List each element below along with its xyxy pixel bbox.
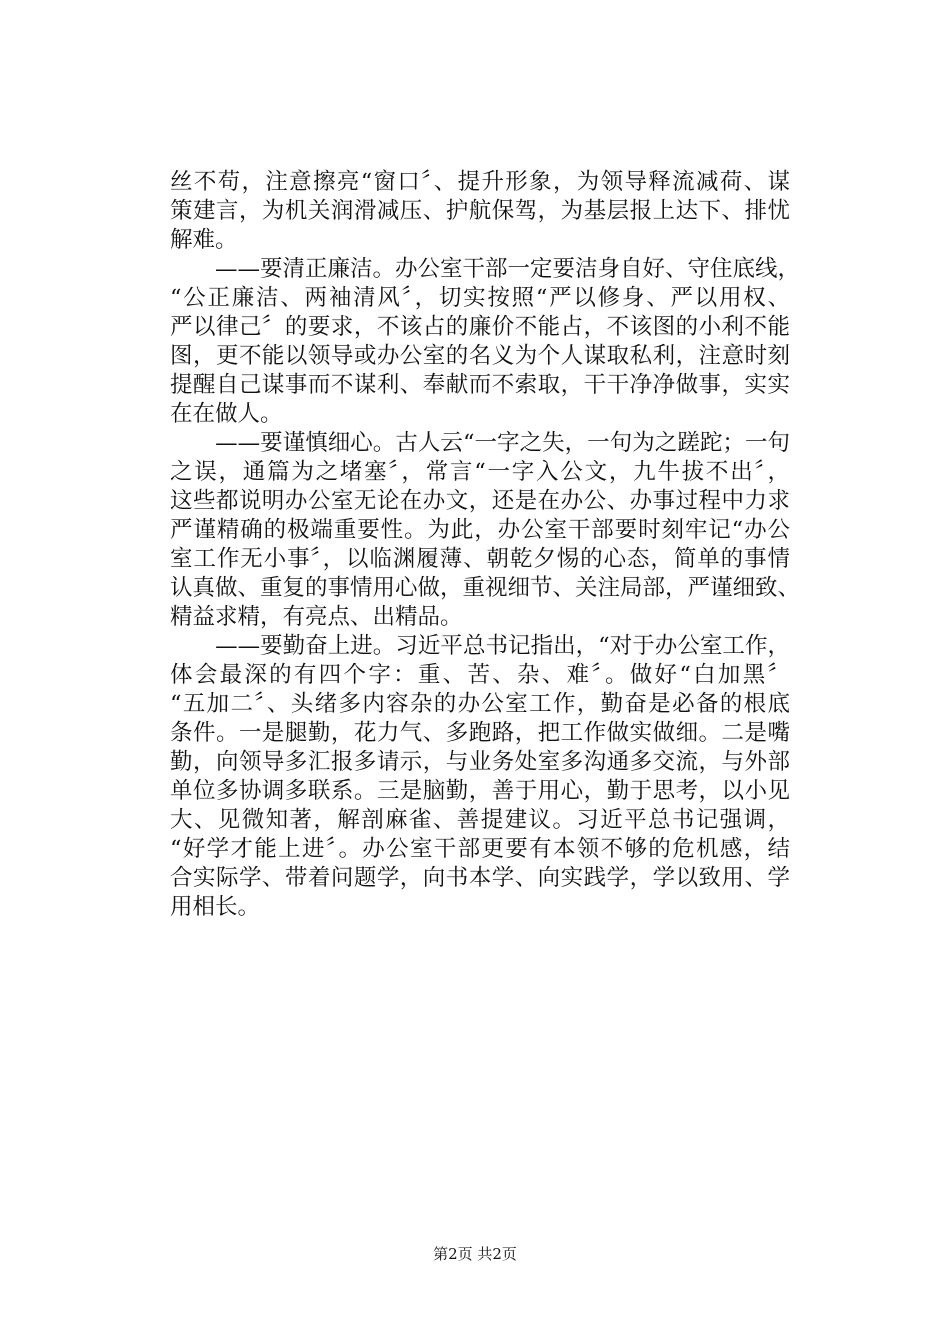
- text-line: 合实际学、带着问题学，向书本学、向实践学，学以致用、学: [170, 865, 790, 891]
- text-line: ——要勤奋上进。习近平总书记指出，“对于办公室工作，: [170, 633, 790, 659]
- text-line: 精益求精，有亮点、出精品。: [170, 604, 463, 630]
- text-line: 室工作无小事〞，以临渊履薄、朝乾夕惕的心态，简单的事情: [170, 546, 790, 572]
- text-line: 单位多协调多联系。三是脑勤，善于用心，勤于思考，以小见: [170, 778, 790, 804]
- text-line: 丝不苟，注意擦亮“窗口〞、提升形象，为领导释流减荷、谋: [170, 169, 790, 195]
- text-line: 图，更不能以领导或办公室的名义为个人谋取私利，注意时刻: [170, 343, 790, 369]
- text-line: 之误，通篇为之堵塞〞，常言“一字入公文，九牛拔不出〞，: [170, 459, 790, 485]
- text-line: 在在做人。: [170, 401, 283, 427]
- text-line: 用相长。: [170, 894, 261, 920]
- text-line: 解难。: [170, 227, 238, 253]
- body-text: [170, 168, 801, 922]
- text-line: 认真做、重复的事情用心做，重视细节、关注局部，严谨细致、: [170, 575, 801, 601]
- page-footer: 第2页 共2页: [433, 1245, 517, 1263]
- text-line: 体会最深的有四个字：重、苦、杂、难〞。做好“白加黑〞: [170, 662, 790, 688]
- text-line: 大、见微知著，解剖麻雀、善提建议。习近平总书记强调，: [170, 807, 790, 833]
- text-line: 严以律己〞的要求，不该占的廉价不能占，不该图的小利不能: [170, 314, 790, 340]
- text-line: “五加二〞、头绪多内容杂的办公室工作，勤奋是必备的根底: [170, 691, 790, 717]
- text-line: 策建言，为机关润滑减压、护航保驾，为基层报上达下、排忧: [170, 198, 790, 224]
- text-line: 条件。一是腿勤，花力气、多跑路，把工作做实做细。二是嘴: [170, 720, 790, 746]
- text-line: “好学才能上进〞。办公室干部更要有本领不够的危机感，结: [170, 836, 790, 862]
- text-line: “公正廉洁、两袖清风〞，切实按照“严以修身、严以用权、: [170, 285, 790, 311]
- text-line: 这些都说明办公室无论在办文，还是在办公、办事过程中力求: [170, 488, 790, 514]
- text-line: 勤，向领导多汇报多请示，与业务处室多沟通多交流，与外部: [170, 749, 790, 775]
- text-line: 严谨精确的极端重要性。为此，办公室干部要时刻牢记“办公: [170, 517, 790, 543]
- text-line: 提醒自己谋事而不谋利、奉献而不索取，干干净净做事，实实: [170, 372, 790, 398]
- text-line: ——要谨慎细心。古人云“一字之失，一句为之蹉跎；一句: [170, 430, 790, 456]
- text-line: ——要清正廉洁。办公室干部一定要洁身自好、守住底线，: [170, 256, 801, 282]
